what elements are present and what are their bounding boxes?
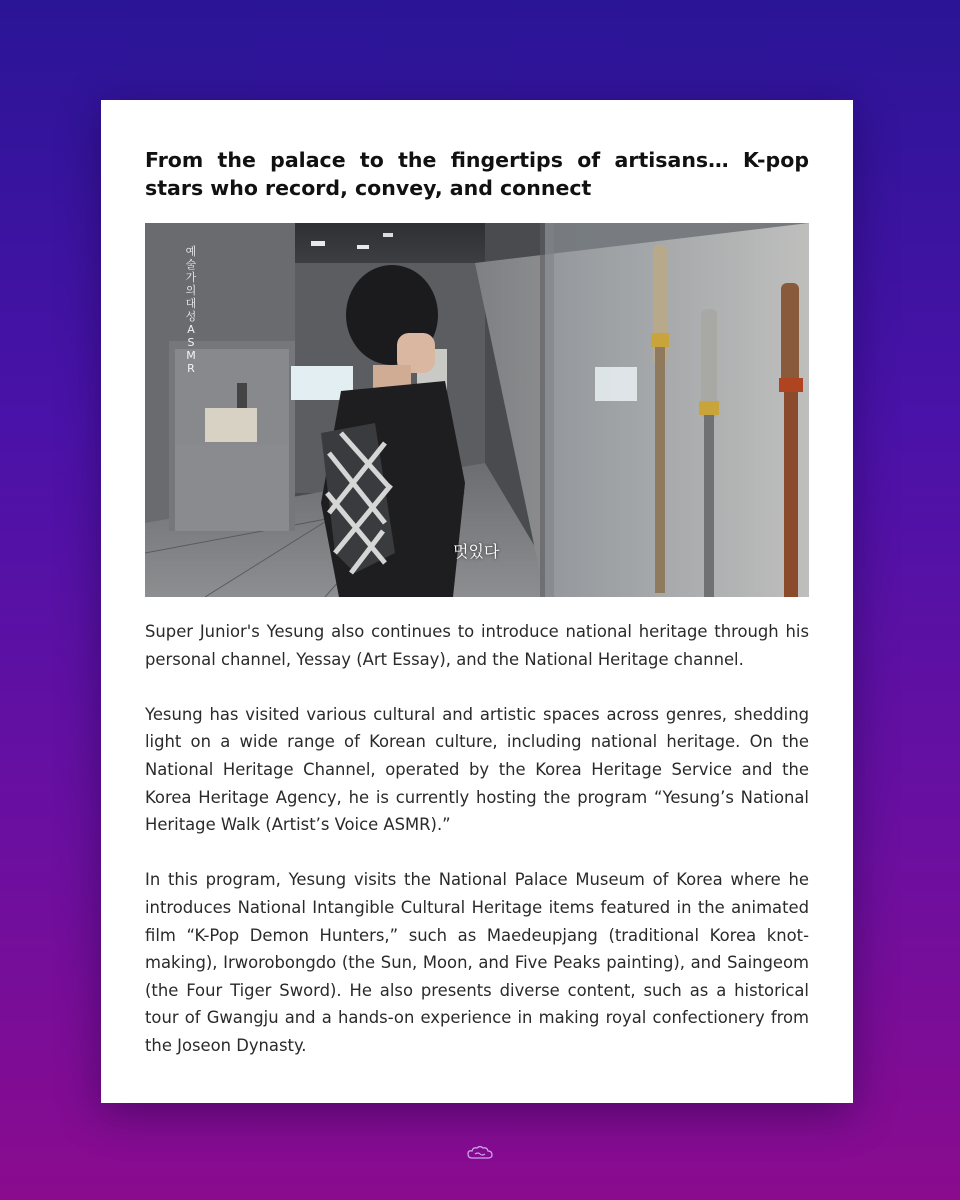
watermark-vertical-text [171, 245, 211, 375]
watermark-char: 대 [185, 297, 197, 310]
article-title: From the palace to the fingertips of artisans… K-pop stars who record, convey, and connect [145, 148, 809, 200]
article-card [101, 100, 853, 1103]
watermark-char: M [186, 349, 196, 362]
video-subtitle: 멋있다 [453, 542, 500, 561]
watermark-char: 예 [185, 245, 197, 258]
watermark-char: 성 [185, 310, 197, 323]
watermark-char: S [187, 336, 195, 349]
cloud-logo-icon [466, 1144, 494, 1162]
watermark-char: 술 [185, 258, 197, 271]
watermark-char: A [187, 323, 195, 336]
channel-watermark [171, 245, 211, 375]
watermark-char: R [187, 362, 195, 375]
paragraph-3: In this program, Yesung visits the National Palace Museum of Korea where he introduces National Intangible Cultural Heritage items featured in the animated film “K-Pop Demon Hunters,” such as Maedeupjang (traditional Korea knot-making), Irworobongdo (the Sun, Moon, and Five Peaks painting), and Saingeom (the Four Tiger Sword). He also presents diverse content, such as a historical tour of Gwangju and a hands-on experience in making royal confectionery from the Joseon Dynasty. [145, 870, 809, 1055]
watermark-char: 의 [185, 284, 197, 297]
paragraph-1: Super Junior's Yesung also continues to introduce national heritage through his personal channel, Yessay (Art Essay), and the National Heritage channel. [145, 622, 809, 669]
paragraph-2: Yesung has visited various cultural and artistic spaces across genres, shedding light on a wide range of Korean culture, including national heritage. On the National Heritage Channel, operated by the Korea Heritage Service and the Korea Heritage Agency, he is currently hosting the program “Yesung’s National Heritage Walk (Artist’s Voice ASMR).” [145, 704, 809, 835]
article-photo [145, 223, 809, 597]
watermark-char: 가 [185, 271, 197, 284]
article-body [145, 618, 809, 1087]
